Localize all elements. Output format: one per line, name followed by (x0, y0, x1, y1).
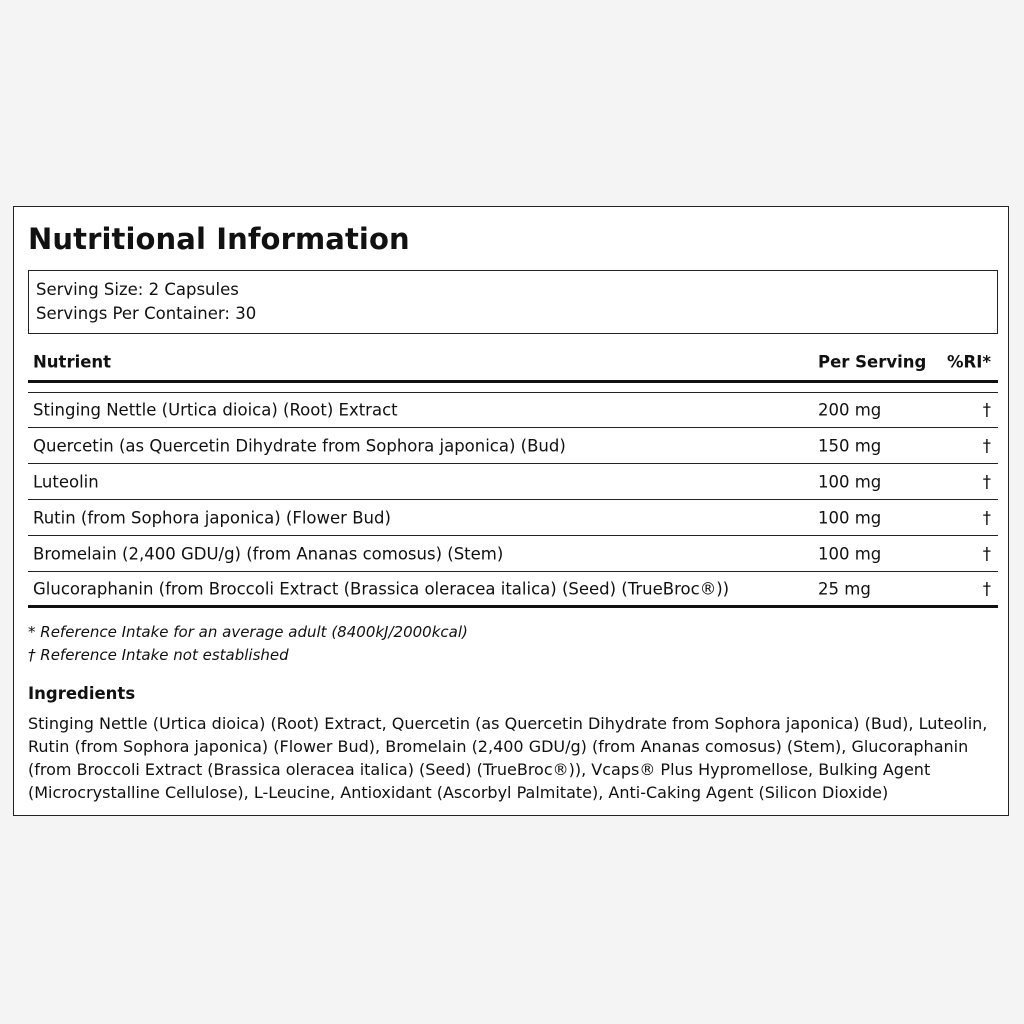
column-header-per-serving: Per Serving (818, 352, 927, 372)
nutrient-amount: 150 mg (818, 436, 882, 455)
nutrient-amount: 25 mg (818, 579, 871, 598)
nutrient-amount: 100 mg (818, 544, 882, 563)
nutrient-name: Quercetin (as Quercetin Dihydrate from Sophora japonica) (Bud) (33, 436, 566, 455)
nutrient-ri: † (982, 472, 991, 491)
table-header-row (28, 343, 998, 383)
servings-per-container: Servings Per Container: 30 (36, 304, 257, 323)
nutrient-table (28, 343, 998, 608)
table-row (28, 500, 998, 536)
nutrient-name: Luteolin (33, 472, 99, 491)
column-header-ri: %RI* (946, 352, 991, 372)
footnote-not-established: † Reference Intake not established (28, 646, 289, 664)
nutrition-panel (13, 206, 1009, 816)
nutrient-name: Bromelain (2,400 GDU/g) (from Ananas comosus) (Stem) (33, 544, 504, 563)
nutrient-amount: 200 mg (818, 400, 882, 420)
ingredients-text: Stinging Nettle (Urtica dioica) (Root) Extract, Quercetin (as Quercetin Dihydrate from Sophora japonica) (Bud), Luteolin, Rutin (from Sophora japonica) (Flower Bud), Bromelain (2,400 GDU/g) (from Ananas comosus) (Stem), Glucoraphanin (from Broccoli Extract (Brassica oleracea italica) (Seed) (TrueBroc®)), Vcaps® Plus Hypromellose, Bulking Agent (Microcrystalline Cellulose), L-Leucine, Antioxidant (Ascorbyl Palmitate), Anti-Caking Agent (Silicon Dioxide) (28, 714, 988, 802)
nutrient-amount: 100 mg (818, 472, 882, 491)
nutrient-name: Rutin (from Sophora japonica) (Flower Bud) (33, 508, 391, 527)
nutrient-amount: 100 mg (818, 508, 882, 527)
serving-size: Serving Size: 2 Capsules (36, 280, 239, 299)
nutrient-ri: † (982, 508, 991, 527)
table-row (28, 428, 998, 464)
column-header-nutrient: Nutrient (33, 352, 112, 372)
footnote-reference-intake: * Reference Intake for an average adult (8400kJ/2000kcal) (28, 623, 468, 641)
nutrient-ri: † (982, 544, 991, 563)
table-row (28, 536, 998, 572)
table-row (28, 572, 998, 608)
nutrient-name: Glucoraphanin (from Broccoli Extract (Brassica oleracea italica) (Seed) (TrueBroc®)) (33, 579, 730, 598)
nutrient-ri: † (982, 579, 991, 598)
serving-info-box (28, 270, 998, 334)
page-title: Nutritional Information (28, 222, 410, 256)
footnotes (28, 621, 468, 667)
table-row (28, 464, 998, 500)
table-row (28, 392, 998, 428)
nutrient-ri: † (982, 400, 991, 420)
nutrient-ri: † (982, 436, 991, 455)
nutrient-name: Stinging Nettle (Urtica dioica) (Root) Extract (33, 400, 398, 420)
ingredients-heading: Ingredients (28, 684, 136, 703)
